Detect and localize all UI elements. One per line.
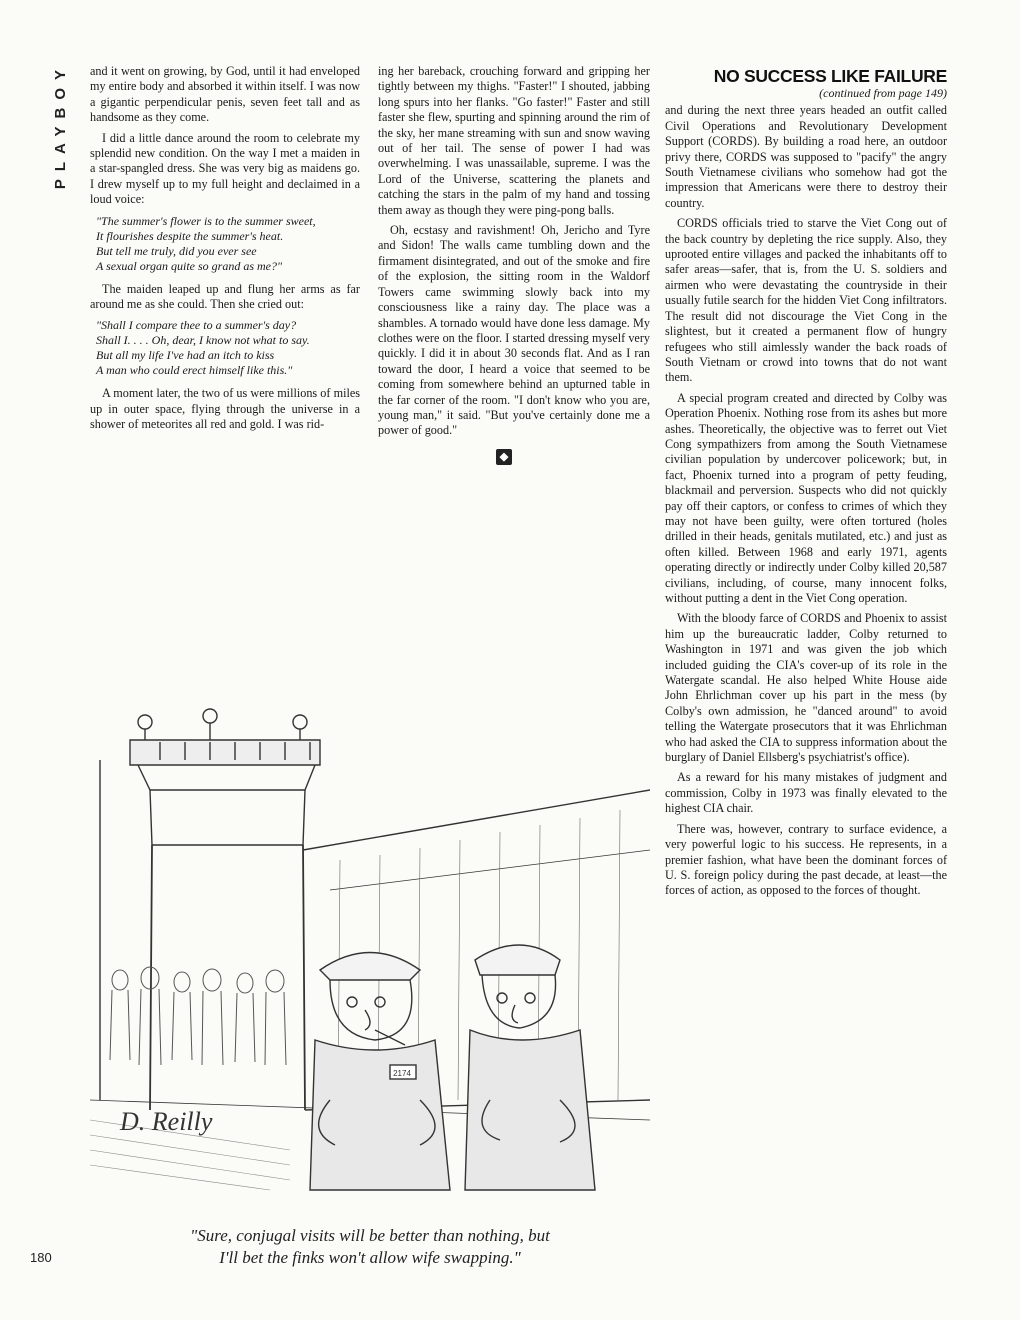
paragraph: and it went on growing, by God, until it had enveloped my entire body and absorbed it within itself. I was now a gigantic perpendicular penis, seven feet tall and as handsome as they come.: [90, 64, 360, 125]
caption-line: I'll bet the finks won't allow wife swapping.": [219, 1248, 521, 1267]
verse: [96, 214, 360, 274]
verse-line: But tell me truly, did you ever see: [96, 243, 257, 258]
page-number: 180: [30, 1250, 52, 1265]
headline: NO SUCCESS LIKE FAILURE: [713, 66, 947, 86]
paragraph: As a reward for his many mistakes of judgment and commission, Colby in 1973 was finally elevated to the highest CIA chair.: [665, 770, 947, 816]
verse-line: "Shall I compare thee to a summer's day?: [96, 318, 297, 333]
paragraph: and during the next three years headed an outfit called Civil Operations and Revolutionary Development Support (CORDS). By building a road here, an outdoor privy there, CORDS was supposed to "pacify" the angry South Vietnamese civilians who somehow had got the impression that Americans were there to destroy their country.: [665, 103, 947, 210]
masthead: PLAYBOY: [52, 62, 69, 190]
artist-signature: D. Reilly: [120, 1107, 213, 1136]
paragraph: A moment later, the two of us were millions of miles up in outer space, flying through the universe in a shower of meteorites all red and gold. I was rid-: [90, 386, 360, 432]
paragraph: Oh, ecstasy and ravishment! Oh, Jericho and Tyre and Sidon! The walls came tumbling down and the firmament disintegrated, and out of the smoke and fire of the explosion, the sitting room in the Waldorf Towers came swimming slowly back into my consciousness like a rainy day. The place was a shambles. A tornado would have done less damage. My clothes were on the floor. I started dressing myself very quickly. I did it in about 30 seconds flat. And as I ran toward the door, I heard a voice that seemed to be coming from somewhere behind an upturned table in the far corner of the room. "I don't know who you are, young man," it said. "But you've certainly done me a power of good.": [378, 223, 650, 438]
continued-from: (continued from page 149): [819, 86, 947, 100]
column-1: [90, 64, 360, 438]
verse: [96, 318, 360, 378]
verse-line: A sexual organ quite so grand as me?": [96, 258, 283, 273]
paragraph: There was, however, contrary to surface evidence, a very powerful logic to his success. He represents, in a premier fashion, what have been the dominant forces of U. S. foreign policy during the past decade, at least—the forces of action, as opposed to the forces of thought.: [665, 821, 947, 898]
column-2: [378, 64, 650, 465]
paragraph: CORDS officials tried to starve the Viet Cong out of the back country by depleting the rice supply. Also, they uprooted entire villages and packed the inhabitants off to safer areas—safer, that is, from the U. S. soldiers and airmen who were devastating the countryside in their usually futile search for the hidden Viet Cong infiltrators. The result did not discourage the Viet Cong in the slightest, but it created a permanent flow of hungry refugees who still aimlessly wander the back roads of South Vietnam or crowd into towns that do not want them.: [665, 216, 947, 385]
verse-line: "The summer's flower is to the summer sweet,: [96, 213, 316, 228]
verse-line: But all my life I've had an itch to kiss: [96, 348, 275, 363]
column-3: [665, 66, 947, 904]
verse-line: A man who could erect himself like this.": [96, 363, 293, 378]
paragraph: ing her bareback, crouching forward and gripping her tightly between my thighs. "Faster!" I shouted, jabbing long spurs into her flanks. "Go faster!" Faster and still faster she flew, spurting and spinning around the rim of the sky, her mane streaming with sun and snow waving out of her tail. The sense of power I had was overwhelming. I was unassailable, supreme. I was the Lord of the Universe, scattering the planets and catching the stars in the palm of my hand and tossing them away as though they were ping-pong balls.: [378, 64, 650, 217]
caption-line: "Sure, conjugal visits will be better than nothing, but: [190, 1226, 550, 1245]
cartoon-caption: [110, 1225, 630, 1269]
paragraph: The maiden leaped up and flung her arms as far around me as she could. Then she cried out:: [90, 281, 360, 312]
paragraph: With the bloody farce of CORDS and Phoenix to assist him up the bureaucratic ladder, Colby returned to Washington in 1971 and was given the job which included guiding the CIA's cover-up of its role in the Watergate scandal. He also helped White House aide John Ehrlichman cover up his part in the mess (by Colby's own admission, he "danced around" to avoid telling the Watergate prosecutors that it was Ehrlichman who had asked the CIA to suppress information about the burglary of Daniel Ellsberg's psychiatrist's office).: [665, 611, 947, 765]
cartoon-illustration: [90, 680, 650, 1205]
paragraph: I did a little dance around the room to celebrate my splendid new condition. On the way I met a maiden in a star-spangled dress. She was very big as maidens go. I drew myself up to my full height and declaimed in a loud voice:: [90, 130, 360, 207]
paragraph: A special program created and directed by Colby was Operation Phoenix. Nothing rose from its ashes but more ashes. Theoretically, the objective was to ferret out Viet Cong sympathizers from among the South Vietnamese civilian population by undercover policework; but, in fact, Phoenix turned into a program of petty feuding, blackmail and perversion. Suspects who did not quickly pay off their captors, or confess to crimes of which they may not have been guilty, were often tortured (holes drilled in their heads, genitals mutilated, etc.) and just as often killed. Between 1968 and early 1971, agents operating directly or indirectly under Colby killed 20,587 civilians, including, of course, many innocent folks, without putting a dent in the Viet Cong operation.: [665, 390, 947, 605]
verse-line: It flourishes despite the summer's heat.: [96, 228, 284, 243]
rabbit-end-mark-icon: ◆: [496, 449, 512, 465]
uniform-badge: 2174: [393, 1069, 411, 1078]
verse-line: Shall I. . . . Oh, dear, I know not what to say.: [96, 333, 310, 348]
